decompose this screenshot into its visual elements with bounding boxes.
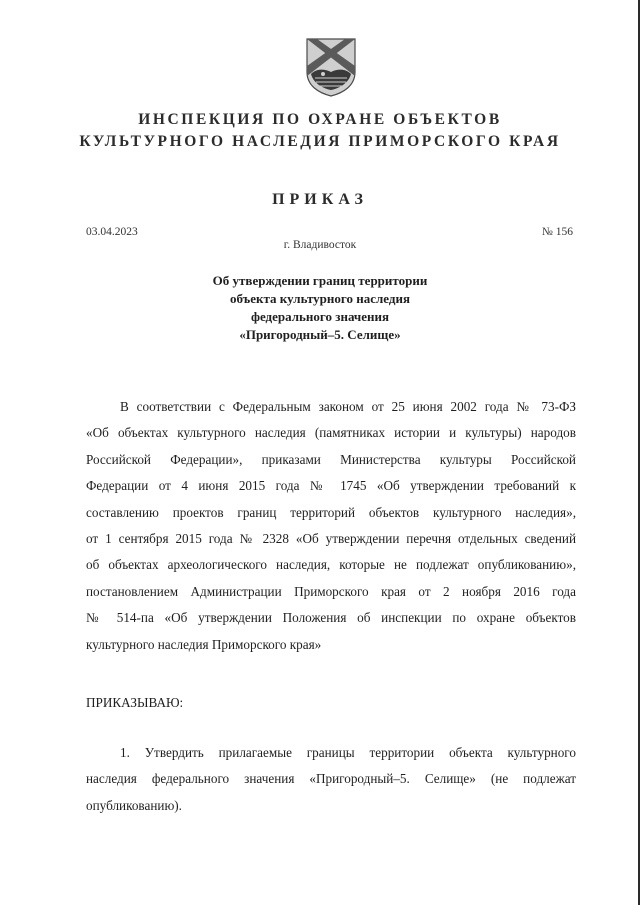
preamble-paragraph: [86, 394, 576, 658]
preamble-line: В соответствии с Федеральным законом от 25 июня 2002 года № 73-ФЗ: [120, 399, 576, 414]
preamble-line: «Об объектах культурного наследия (памятниках истории и культуры) народов: [86, 425, 576, 441]
subject-line: объекта культурного наследия: [230, 291, 410, 306]
order-directive-word: ПРИКАЗЫВАЮ:: [86, 695, 184, 710]
document-type-title: ПРИКАЗ: [272, 191, 368, 208]
preamble-line: культурного наследия Приморского края»: [86, 636, 322, 652]
order-item-1: [86, 740, 576, 819]
authority-name-line-2: КУЛЬТУРНОГО НАСЛЕДИЯ ПРИМОРСКОГО КРАЯ: [79, 133, 561, 150]
preamble-line: составлению проектов границ территорий объектов культурного наследия»,: [86, 504, 576, 520]
order-subject: [0, 272, 640, 344]
order-number: № 156: [541, 226, 573, 238]
order-date: 03.04.2023: [86, 226, 138, 238]
authority-name-line-1: ИНСПЕКЦИЯ ПО ОХРАНЕ ОБЪЕКТОВ: [138, 111, 502, 128]
preamble-line: Федерации от 4 июня 2015 года № 1745 «Об утверждении требований к: [86, 478, 576, 494]
item-line: 1. Утвердить прилагаемые границы территории объекта культурного: [120, 745, 576, 760]
preamble-line: об объектах археологического наследия, которые не подлежат опубликованию»,: [86, 557, 576, 573]
subject-line: Об утверждении границ территории: [212, 273, 428, 288]
subject-line: «Пригородный–5. Селище»: [239, 327, 401, 342]
preamble-line: № 514-па «Об утверждении Положения об инспекции по охране объектов: [86, 610, 576, 626]
subject-line: федерального значения: [250, 309, 390, 324]
preamble-line: Российской Федерации», приказами Министерства культуры Российской: [86, 451, 576, 467]
preamble-line: от 1 сентября 2015 года № 2328 «Об утверждении перечня отдельных сведений: [86, 530, 576, 546]
item-line: опубликованию).: [86, 797, 182, 813]
order-city: г. Владивосток: [283, 239, 357, 251]
preamble-line: постановлением Администрации Приморского края от 2 ноября 2016 года: [86, 583, 576, 599]
item-line: наследия федерального значения «Пригородный–5. Селище» (не подлежат: [86, 771, 576, 787]
coat-of-arms-emblem: [303, 36, 359, 98]
